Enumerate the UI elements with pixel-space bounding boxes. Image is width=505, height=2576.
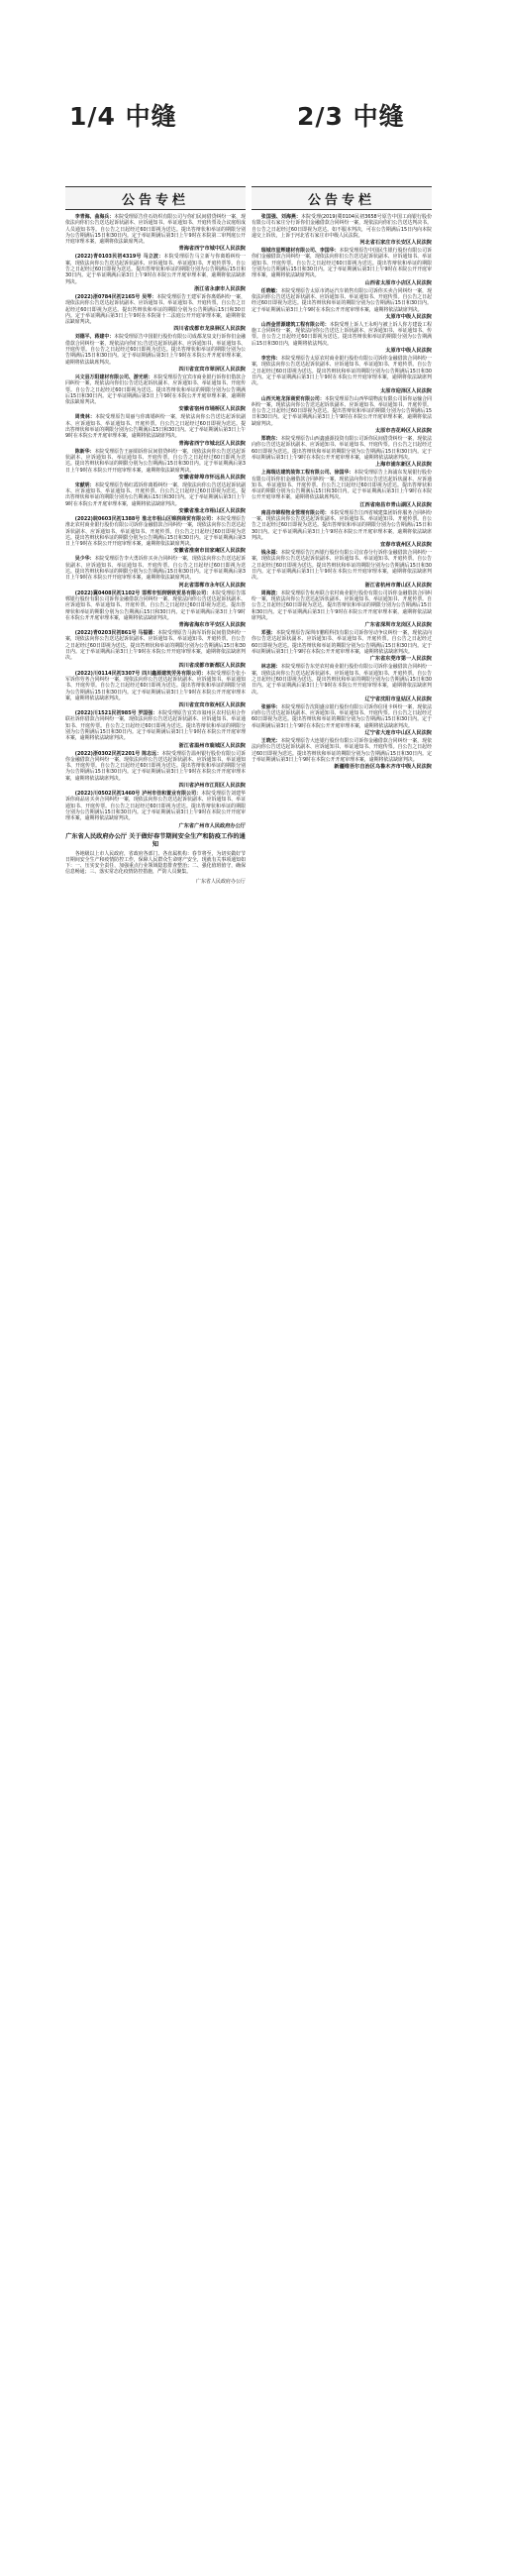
notice-party: 上海瑞达建筑装饰工程有限公司、徐国华：	[260, 470, 354, 477]
notice-body	[252, 214, 432, 239]
notice-text: 本院受理原告淮北农村商业银行股份有限公司诉你金融借款合同纠纷一案，现依法向你公告送达起诉状副本、应诉通知书、举证通知书、开庭传票。自公告之日起经过60日即视为送达。提出答辩状和举证的期限分别为公告期满后15日和30日内。定于举证期满后第3日上午9时在本院公开开庭审理本案，逾期将依法缺席判决。	[65, 515, 246, 548]
notice-body	[252, 738, 432, 763]
notice-item	[65, 590, 246, 629]
notice-issuer: 山西省太原市小店区人民法院	[364, 279, 432, 286]
notice-party: 郑晓东：	[260, 436, 281, 443]
notice-text: 本院受理原告深圳市鹏程科技有限公司诉你劳动争议纠纷一案，现依法向你公告送达起诉状副本、应诉通知书、举证通知书、开庭传票。自公告之日起经过60日即视为送达。提出答辩状和举证的期限分别为公告期满后15日和30日内。定于举证期满后第3日上午9时在本院公开开庭审理本案，逾期将依法缺席判决。	[252, 630, 432, 656]
notice-item	[65, 449, 246, 482]
notice-text: 本院受理原告邯郸银行股份有限公司诉你金融借款合同纠纷一案，现依法向你公告送达起诉状副本、应诉通知书、举证通知书、开庭传票。自公告之日起经过60日即视为送达。提出答辩状和举证的期限分别为公告期满后15日和30日内。定于举证期满后第3日上午9时在本院公开开庭审理本案，逾期将依法缺席判决。	[65, 590, 246, 621]
notice-item	[65, 375, 246, 413]
notice-body	[65, 751, 246, 782]
notice-body	[252, 356, 432, 386]
notice-body	[252, 436, 432, 461]
notice-issuer: 安徽省蚌埠市怀远县人民法院	[178, 474, 246, 481]
notice-body	[65, 214, 246, 245]
notice-item	[252, 356, 432, 394]
notice-body	[252, 322, 432, 347]
notice-item	[65, 751, 246, 790]
notice-issuer: 安徽省宿州市埇桥区人民法院	[178, 406, 246, 413]
notice-party: (2022)青0203民初861号 马福德：	[74, 630, 158, 637]
notice-body	[252, 248, 432, 278]
notice-party: 瑞城市星辉建材有限公司、李国华：	[260, 248, 340, 255]
notice-party: 林志刚：	[260, 664, 281, 671]
notice-issuer: 青海省西宁市城北区人民法院	[178, 440, 246, 447]
notice-item	[65, 334, 246, 373]
notice-item	[65, 630, 246, 669]
notice-body	[252, 470, 432, 500]
notice-issuer: 广东省广州市人民政府办公厅	[178, 822, 246, 829]
notice-issuer: 安徽省淮北市相山区人民法院	[178, 507, 246, 514]
notice-item	[65, 483, 246, 515]
page-header	[0, 0, 505, 186]
notice-text: 本院受理原告江西省城建集团诉你服务合同纠纷一案，现依法向你公告送达起诉状副本、应诉通知书、举证通知书、开庭传票。自公告之日起经过60日即视为送达。提出答辩状和举证的期限分别为公告期满后15日和30日内。定于举证期满后第3日上午9时在本院公开开庭审理本案，逾期将依法缺席判决。	[252, 509, 432, 541]
notice-item	[252, 214, 432, 247]
notice-text: 本院受理原告东莞农村商业银行股份有限公司诉你金融借款合同纠纷一案，现依法向你公告送达起诉状副本、应诉通知书、举证通知书、开庭传票。自公告之日起经过60日即视为送达。提出答辩状和举证的期限分别为公告期满后15日和30日内。定于举证期满后第3日上午9时在本院公开开庭审理本案，逾期将依法缺席判决。	[252, 664, 432, 696]
notice-issuer: 辽宁省沈阳市皇姑区人民法院	[364, 696, 432, 702]
notice-text: 本院受理原告李大勇诉你买卖合同纠纷一案，现依法向你公告送达起诉状副本、应诉通知书、举证通知书、开庭传票。自公告之日起经过60日即视为送达。提出答辩状和举证的期限分别为公告期满后15日和30日内。定于举证期满后第3日上午9时在本院公开开庭审理本案，逾期将依法缺席判决。	[65, 556, 246, 582]
notice-text: 本院受理原告江西银行股份有限公司宜春分行诉你金融借款合同纠纷一案，现依法向你公告送达起诉状副本、应诉通知书、举证通知书、开庭传票。自公告之日起经过60日即视为送达。提出答辩状和举证的期限分别为公告期满后15日和30日内。定于举证期满后第3日上午9时在本院公开开庭审理本案，逾期将依法缺席判决。	[252, 550, 432, 582]
notice-party: (2022)川1521民初985号 罗国强：	[74, 710, 158, 717]
notice-issuer: 太原市迎泽区人民法院	[380, 387, 432, 394]
notice-item	[252, 470, 432, 508]
notice-party: 吴少华：	[74, 556, 95, 563]
notice-body	[65, 375, 246, 405]
notice-item	[65, 254, 246, 292]
notice-text: 本院受理原告王建军诉你离婚纠纷一案，现依法向你公告送达起诉状副本、应诉通知书、举证通知书、开庭传票。自公告之日起经过60日即视为送达。提出答辩状和举证的期限分别为公告期满后15日和30日内。定于举证期满后第3日上午9时在本院第十二法庭公开开庭审理本案，逾期将依法缺席判决。	[65, 293, 246, 326]
notice-party: 钱永福：	[260, 550, 281, 557]
notice-column-left	[65, 186, 246, 2556]
notice-item	[252, 510, 432, 549]
notice-body	[65, 791, 246, 821]
notice-text: 本院受理原告周丽与你离婚纠纷一案，现依法向你公告送达起诉状副本、应诉通知书、举证通知书、开庭传票。自公告之日起经过60日即视为送达。提出答辩状和举证的期限分别为公告期满后15日和30日内。定于举证期满后第3日上午9时在本院公开开庭审理本案，逾期将依法缺席判决。	[65, 414, 246, 440]
notice-body	[65, 590, 246, 621]
notice-issuer: 浙江省温州市鹿城区人民法院	[178, 742, 246, 749]
notice-item	[252, 436, 432, 469]
notice-issuer: 四川省宜宾市翠屏区人民法院	[178, 366, 246, 373]
notice-party: 邓强：	[260, 630, 276, 637]
notice-party: 王晓光：	[260, 738, 281, 744]
notice-item	[252, 396, 432, 435]
notice-party: 陈新华：	[74, 448, 95, 455]
notice-issuer: 四川省宜宾市叙州区人民法院	[178, 702, 246, 709]
notice-party: 山西金晋源建筑工程有限公司：	[260, 321, 330, 328]
notice-text: 本院受理原告宜宾市商业银行诉你们借款合同纠纷一案，现依法向你们公告送达起诉状副本、应诉通知书、举证通知书、开庭传票。自公告之日起经过60日即视为送达。提出答辩状和举证的期限分别为公告期满后15日和30日内。定于举证期满后第3日上午9时在本院公开开庭审理本案，逾期将依法缺席判决。	[65, 374, 246, 406]
notice-body	[65, 334, 246, 365]
notice-party: 李青海、曲海兵：	[74, 214, 115, 220]
gutter-label-right: 2/3 中缝	[297, 102, 405, 131]
notice-body	[65, 671, 246, 701]
notice-party: (2022)浙0302民初2201号 陈志远：	[74, 750, 162, 757]
notice-body	[252, 550, 432, 581]
notice-item	[65, 710, 246, 749]
notice-issuer: 河北省石家庄市长安区人民法院	[359, 240, 432, 247]
notice-body	[252, 288, 432, 313]
notice-party: 任晓敏：	[260, 287, 281, 294]
notice-party: 周贵林：	[74, 414, 96, 421]
notice-issuer: 新疆维吾尔自治区乌鲁木齐市中级人民法院	[334, 764, 432, 771]
notice-item	[65, 294, 246, 333]
notice-text: 本院受理原告王丽娟诉你民间借贷纠纷一案，现依法向你公告送达起诉状副本、应诉通知书、举证通知书、开庭传票。自公告之日起经过60日即视为送达。提出答辩状和举证的期限分别为公告期满后15日和30日内。定于举证期满后第3日上午9时在本院公开开庭审理本案，逾期将依法缺席判决。	[65, 448, 246, 474]
notice-text: 本院受理原告沈阳盛京银行股份有限公司诉你信用卡纠纷一案，现依法向你公告送达起诉状副本、应诉通知书、举证通知书、开庭传票。自公告之日起经过60日即视为送达。提出答辩状和举证的期限分别为公告期满后15日和30日内。定于举证期满后第3日上午9时在本院公开开庭审理本案，逾期将依法缺席判决。	[252, 703, 432, 729]
notice-party: (2022)皖0603民初1388号 淮北市相山区锦润商贸有限公司：	[74, 515, 217, 522]
notice-issuer: 上海市浦东新区人民法院	[374, 462, 432, 469]
notice-item	[252, 630, 432, 663]
notice-party: 山西天地龙泽商贸有限公司：	[260, 395, 325, 402]
notice-issuer: 青海省西宁市城中区人民法院	[178, 246, 246, 253]
notice-text: 本院受理原告中国民生银行股份有限公司诉你们金融借款合同纠纷一案，现依法向你们公告送达起诉状副本、应诉通知书、举证通知书、开庭传票。自公告之日起经过60日即视为送达。提出答辩状和举证的期限分别为公告期满后15日和30日内。定于举证期满后第3日上午9时在本院公开开庭审理本案，逾期将依法缺席判决。	[252, 248, 432, 279]
notice-item	[252, 322, 432, 355]
notice-item	[65, 556, 246, 589]
notice-issuer: 太原市中级人民法院	[385, 313, 432, 320]
notice-issuer: 青海省海东市平安区人民法院	[178, 622, 246, 629]
notice-text: 本院受理(2019)冀0104民初3658号原告中国工商银行股份有限公司石家庄分行诉你们金融借款合同纠纷一案，现依法向你们公告送达判决书。自公告之日起经过60日即视为送达。如不服本判决，可在公告期满后15日内向本院递交上诉状，上诉于河北省石家庄市中级人民法院。	[252, 214, 432, 239]
notice-column-right	[252, 186, 432, 2556]
notice-issuer: 河北省邯郸市永年区人民法院	[178, 582, 246, 589]
notice-issuer: 四川省泸州市江阳区人民法院	[178, 783, 246, 790]
notice-item	[65, 414, 246, 447]
notice-columns	[65, 186, 432, 2556]
notice-issuer: 太原市中级人民法院	[385, 348, 432, 355]
notice-party: (2022)川0114民初3307号 四川鑫源建筑劳务有限公司：	[74, 670, 207, 677]
notice-body	[252, 510, 432, 541]
notice-issuer: 宜春市袁州区人民法院	[380, 542, 432, 549]
notice-list	[252, 214, 432, 771]
notice-party: (2022)青0103民初4319号 马立波：	[74, 254, 164, 261]
notice-issuer: 浙江省杭州市萧山区人民法院	[364, 582, 432, 589]
notice-body	[65, 254, 246, 284]
notice-body	[65, 294, 246, 325]
notice-item	[252, 288, 432, 321]
notice-body	[252, 664, 432, 695]
notice-item	[252, 550, 432, 589]
notice-party: 周海波：	[260, 590, 281, 596]
section-text: 各地级以上市人民政府，省政府各部门、各直属机构：春节将至，为切实做好节日期间安全生产和疫情防控工作，保障人民群众生命财产安全，现就有关事项通知如下：一、压实安全责任，加强重点行业领域隐患排查整治；二、强化值班值守，确保信息畅通；三、落实常态化疫情防控措施，严防人员聚集。	[65, 850, 246, 876]
notice-item	[252, 738, 432, 771]
notice-item	[65, 214, 246, 253]
notice-issuer: 江西省南昌市青山湖区人民法院	[359, 501, 432, 508]
notice-issuer: 安徽省淮南市田家庵区人民法院	[173, 548, 246, 555]
notice-party: 南昌市锦程物业管理有限公司：	[260, 509, 330, 516]
notice-party: (2022)浙0784民初2165号 吴琴：	[74, 293, 157, 300]
notice-issuer: 广东省深圳市龙岗区人民法院	[364, 622, 432, 629]
notice-item	[252, 248, 432, 286]
section-title: 广东省人民政府办公厅 关于做好春节期间安全生产和防疫工作的通知	[65, 832, 246, 848]
notice-body	[65, 630, 246, 661]
notice-body	[65, 449, 246, 474]
notice-text: 本院受理原告上海浦东发展银行股份有限公司诉你们金融借款合同纠纷一案，现依法向你们公告送达起诉状副本、应诉通知书、举证通知书、开庭传票。自公告之日起经过60日即视为送达。提出答辩状和举证的期限分别为公告期满后15日和30日内。定于举证期满后第3日上午9时在本院公开开庭审理本案，逾期将依法缺席判决。	[252, 470, 432, 501]
notice-issuer: 浙江省永康市人民法院	[194, 285, 246, 292]
notice-body	[65, 516, 246, 547]
notice-text: 本院受理原告刘建华诉你商品房买卖合同纠纷一案，现依法向你公告送达起诉状副本、应诉通知书、举证通知书、开庭传票。自公告之日起经过60日即视为送达。提出答辩状和举证的期限分别为公告期满后15日和30日内。定于举证期满后第3日上午9时在本院公开开庭审理本案，逾期将依法缺席判决。	[65, 791, 246, 822]
notice-text: 本院受理原告杨红霞诉你离婚纠纷一案，现依法向你公告送达起诉状副本、应诉通知书、举证通知书、开庭传票。自公告之日起经过60日即视为送达。提出答辩状和举证的期限分别为公告期满后15日和30日内。定于举证期满后第3日上午9时在本院公开开庭审理本案，逾期将依法缺席判决。	[65, 482, 246, 507]
notice-body	[65, 483, 246, 507]
notice-text: 本院受理原告太原市鸿运汽车销售有限公司诉你买卖合同纠纷一案，现依法向你公告送达起诉状副本、应诉通知书、举证通知书、开庭传票。自公告之日起经过60日即视为送达。提出答辩状和举证的期限分别为公告期满后15日和30日内。定于举证期满后第3日上午9时在本院公开开庭审理本案，逾期将依法缺席判决。	[252, 287, 432, 313]
notice-party: 宋献明：	[74, 482, 95, 488]
notice-text: 本院受理原告温州银行股份有限公司诉你金融借款合同纠纷一案，现依法向你公告送达起诉状副本、应诉通知书、举证通知书、开庭传票。自公告之日起经过60日即视为送达。提出答辩状和举证的期限分别为公告期满后15日和30日内。定于举证期满后第3日上午9时在本院公开开庭审理本案，逾期将依法缺席判决。	[65, 750, 246, 782]
column-header: 公告专栏	[65, 186, 246, 210]
notice-text: 本院受理原告张小军诉你劳务合同纠纷一案，现依法向你公告送达起诉状副本、应诉通知书、举证通知书、开庭传票。自公告之日起经过60日即视为送达。提出答辩状和举证的期限分别为公告期满后15日和30日内。定于举证期满后第3日上午9时在本院公开开庭审理本案，逾期将依法缺席判决。	[65, 670, 246, 701]
notice-text: 本院受理原告宜宾市叙州区农村信用合作联社诉你借款合同纠纷一案，现依法向你公告送达起诉状副本、应诉通知书、举证通知书、开庭传票。自公告之日起经过60日即视为送达。提出答辩状和举证的期限分别为公告期满后15日和30日内。定于举证期满后第3日上午9时在本院公开开庭审理本案，逾期将依法缺席判决。	[65, 710, 246, 742]
section-signature: 广东省人民政府办公厅	[195, 878, 246, 885]
notice-body	[65, 710, 246, 741]
notice-body	[252, 396, 432, 427]
notice-text: 本院受理原告马立新与你离婚纠纷一案，现依法向你公告送达起诉状副本、应诉通知书、举证通知书、开庭传票等。自公告之日起经过60日即视为送达。提出答辩状和举证的期限分别为公告期满后15日和30日内。定于举证期满后第3日上午9时在本院公开开庭审理本案，逾期将依法缺席判决。	[65, 254, 246, 285]
notice-body	[65, 556, 246, 581]
notice-party: (2022)冀0408民初1102号 邯郸市恒润钢铁贸易有限公司：	[74, 590, 212, 596]
notice-text: 本院受理原告大连银行股份有限公司诉你金融借款合同纠纷一案，现依法向你公告送达起诉状副本、应诉通知书、举证通知书、开庭传票。自公告之日起经过60日即视为送达。提出答辩状和举证的期限分别为公告期满后15日和30日内。定于举证期满后第3日上午9时在本院公开开庭审理本案，逾期将依法缺席判决。	[252, 738, 432, 763]
notice-text: 本院受理原告山西华瑞物流有限公司诉你运输合同纠纷一案，现依法向你公告送达起诉状副本、应诉通知书、举证通知书、开庭传票。自公告之日起经过60日即视为送达。提出答辩状和举证的期限分别为公告期满后15日和30日内。定于举证期满后第3日上午9时在本院公开开庭审理本案，逾期将依法缺席判决。	[252, 395, 432, 427]
notice-item	[65, 791, 246, 829]
notice-text: 本院受理原告佳石纺织有限公司与你们民间借贷纠纷一案，现依法向你们公告送达起诉状副本、应诉通知书、举证通知书、开庭传票及合议庭组成人员通知书等。自公告之日起经过60日即视为送达。提出答辩状和举证的期限分别为公告期满后15日和30日内。定于举证期满后第3日上午9时在本院第二审判庭公开开庭审理本案，逾期将依法缺席判决。	[65, 214, 246, 246]
gutter-label-left: 1/4 中缝	[69, 102, 177, 131]
notice-issuer: 四川省成都市新都区人民法院	[178, 662, 246, 669]
notice-body	[252, 630, 432, 655]
notice-list	[65, 214, 246, 830]
notice-body	[252, 590, 432, 621]
notice-item	[252, 704, 432, 737]
notice-text: 本院受理原告杭州联合农村商业银行股份有限公司诉你金融借款合同纠纷一案，现依法向你公告送达起诉状副本、应诉通知书、举证通知书、开庭传票。自公告之日起经过60日即视为送达。提出答辩状和举证的期限分别为公告期满后15日和30日内。定于举证期满后第3日上午9时在本院公开开庭审理本案，逾期将依法缺席判决。	[252, 590, 432, 621]
notice-party: 张国强、刘海燕：	[260, 214, 302, 220]
notice-item	[252, 590, 432, 629]
notice-text: 本院受理原告山西鑫盛源投资有限公司诉你民间借贷纠纷一案，现依法向你公告送达起诉状副本、应诉通知书、举证通知书、开庭传票。自公告之日起经过60日即视为送达。提出答辩状和举证的期限分别为公告期满后15日和30日内。定于举证期满后第3日上午9时在本院公开开庭审理本案，逾期将依法缺席判决。	[252, 436, 432, 461]
notice-party: 刘德平、蒋建中：	[74, 334, 115, 341]
notice-text: 本院受理原告太原农村商业银行股份有限公司诉你金融借款合同纠纷一案，现依法向你公告送达起诉状副本、应诉通知书、举证通知书、开庭传票。自公告之日起经过60日即视为送达。提出答辩状和举证的期限分别为公告期满后15日和30日内。定于举证期满后第3日上午9时在本院公开开庭审理本案，逾期将依法缺席判决。	[252, 356, 432, 387]
notice-party: (2022)川0502民初1460号 泸州市佳和置业有限公司：	[74, 791, 202, 798]
notice-item	[65, 671, 246, 709]
notice-issuer: 广东省东莞市第一人民法院	[369, 656, 432, 663]
notice-issuer: 四川省成都市龙泉驿区人民法院	[173, 326, 246, 333]
notice-text: 本院受理原告马海军诉你民间借贷纠纷一案，现依法向你公告送达起诉状副本、应诉通知书、举证通知书、开庭传票。自公告之日起经过60日即视为送达。提出答辩状和举证的期限分别为公告期满后15日和30日内。定于举证期满后第3日上午9时在本院公开开庭审理本案，逾期将依法缺席判决。	[65, 630, 246, 662]
notice-issuer: 太原市杏花岭区人民法院	[374, 428, 432, 435]
notice-party: 李宏伟：	[260, 356, 281, 363]
notice-party: 兴文县万阳建材有限公司、游光明：	[74, 374, 153, 380]
notice-text: 本院受理上诉人王永明与被上诉人你方建设工程施工合同纠纷一案，现依法向你公告送达上诉状副本、应诉通知书、举证通知书、传票。自公告之日起经过60日即视为送达。提出答辩状和举证的期限分别为公告期满后15日和30日内，逾期将依法判决。	[252, 321, 432, 347]
notice-party: 张丽华：	[260, 703, 281, 710]
notice-text: 本院受理原告中国银行股份有限公司成都龙泉支行诉你们金融借款合同纠纷一案，现依法向你们公告送达起诉状副本、应诉通知书、举证通知书、开庭传票。自公告之日起经过60日即视为送达。提出答辩状和举证的期限分别为公告期满后15日和30日内。定于举证期满后第3日上午9时在本院公开开庭审理本案，逾期将依法缺席判决。	[65, 334, 246, 366]
notice-issuer: 辽宁省大连市中山区人民法院	[364, 730, 432, 736]
column-header: 公告专栏	[252, 186, 432, 210]
notice-body	[65, 414, 246, 439]
notice-item	[65, 516, 246, 555]
notice-body	[252, 704, 432, 729]
notice-item	[252, 664, 432, 702]
